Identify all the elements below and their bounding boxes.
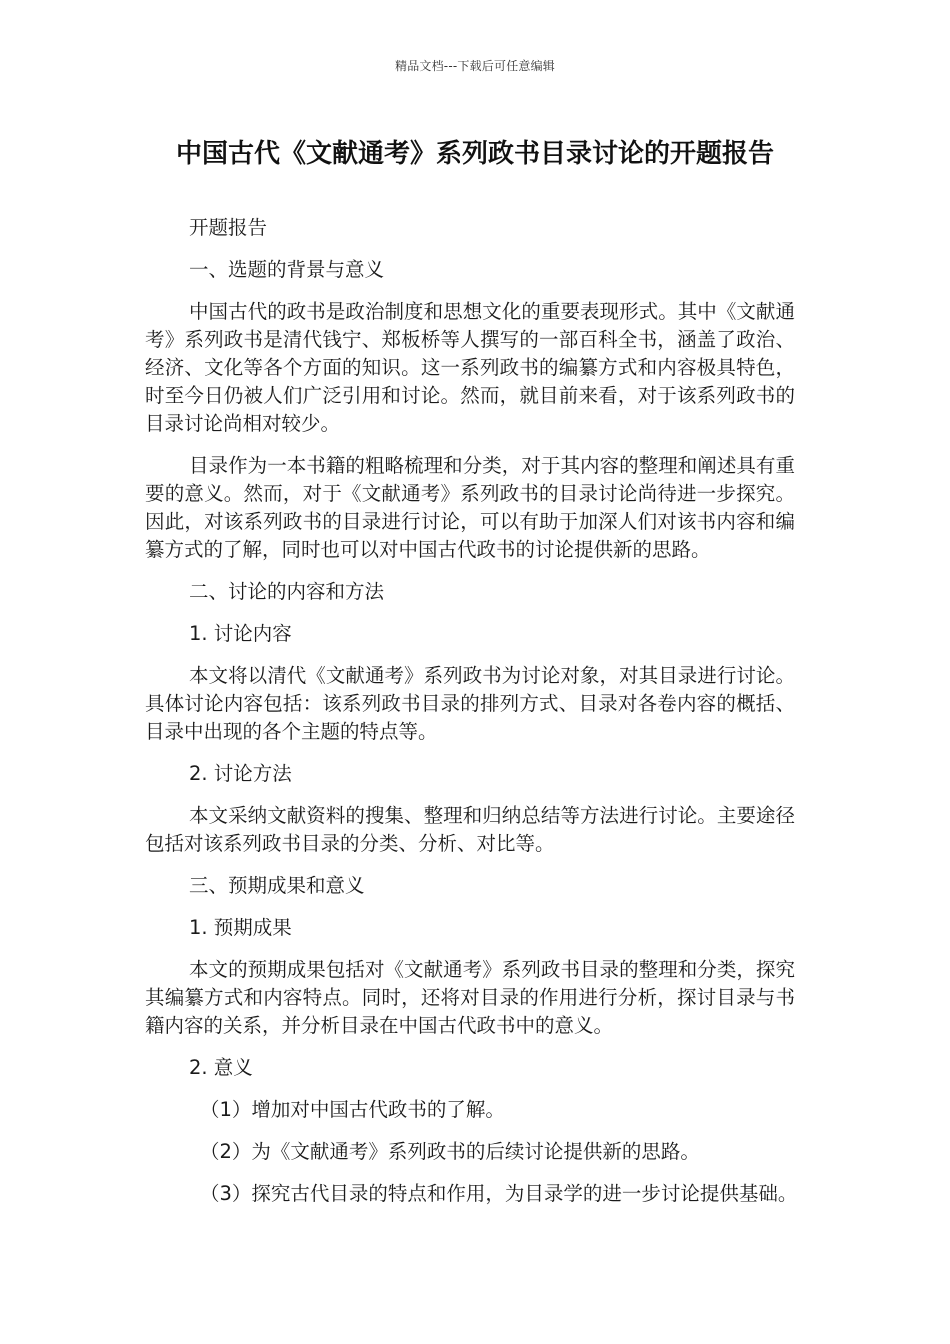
section-3-subheading-1: 1. 预期成果 — [189, 916, 292, 939]
report-label: 开题报告 — [189, 216, 268, 239]
document-title: 中国古代《文献通考》系列政书目录讨论的开题报告 — [175, 139, 774, 169]
page-header-note: 精品文档---下载后可任意编辑 — [395, 59, 555, 73]
section-3-heading: 三、预期成果和意义 — [189, 874, 365, 897]
section-2-subheading-2: 2. 讨论方法 — [189, 762, 292, 785]
section-1-heading: 一、选题的背景与意义 — [189, 258, 385, 281]
significance-item-3: （3）探究古代目录的特点和作用，为目录学的进一步讨论提供基础。 — [200, 1182, 798, 1205]
significance-item-2: （2）为《文献通考》系列政书的后续讨论提供新的思路。 — [200, 1140, 700, 1163]
section-1-paragraph-2: 目录作为一本书籍的粗略梳理和分类，对于其内容的整理和阐述具有重要的意义。然而，对于《文献通考》系列政书的目录讨论尚待进一步探究。因此，对该系列政书的目录进行讨论，可以有助于加深人们对该书内容和编纂方式的了解，同时也可以对中国古代政书的讨论提供新的思路。 — [145, 454, 795, 561]
significance-item-1: （1）增加对中国古代政书的了解。 — [200, 1098, 505, 1121]
section-1-paragraph-1: 中国古代的政书是政治制度和思想文化的重要表现形式。其中《文献通考》系列政书是清代钱宁、郑板桥等人撰写的一部百科全书，涵盖了政治、经济、文化等各个方面的知识。这一系列政书的编纂方式和内容极具特色，时至今日仍被人们广泛引用和讨论。然而，就目前来看，对于该系列政书的目录讨论尚相对较少。 — [145, 300, 795, 435]
section-2-paragraph-2: 本文采纳文献资料的搜集、整理和归纳总结等方法进行讨论。主要途径包括对该系列政书目录的分类、分析、对比等。 — [145, 804, 795, 855]
document-body — [145, 214, 798, 1222]
section-3-subheading-2: 2. 意义 — [189, 1056, 253, 1079]
section-2-paragraph-1: 本文将以清代《文献通考》系列政书为讨论对象，对其目录进行讨论。具体讨论内容包括：该系列政书目录的排列方式、目录对各卷内容的概括、目录中出现的各个主题的特点等。 — [145, 664, 795, 743]
section-3-paragraph-1: 本文的预期成果包括对《文献通考》系列政书目录的整理和分类，探究其编纂方式和内容特点。同时，还将对目录的作用进行分析，探讨目录与书籍内容的关系，并分析目录在中国古代政书中的意义。 — [145, 958, 795, 1037]
section-2-subheading-1: 1. 讨论内容 — [189, 622, 292, 645]
section-2-heading: 二、讨论的内容和方法 — [189, 580, 385, 603]
